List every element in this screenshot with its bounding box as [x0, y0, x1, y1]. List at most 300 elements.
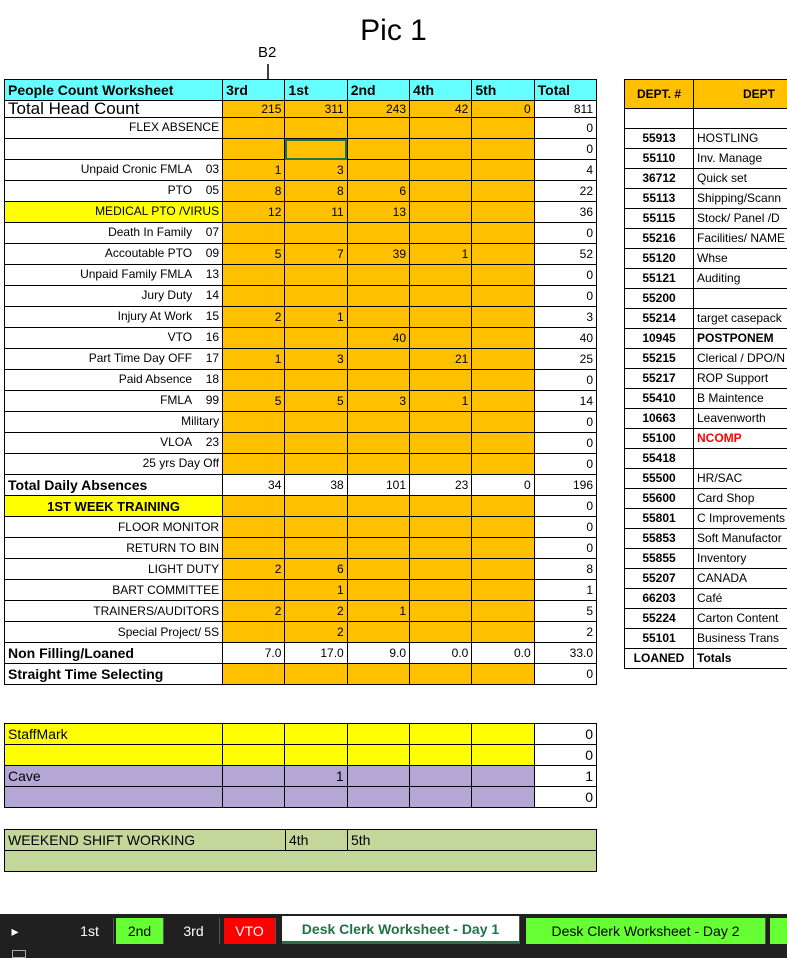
absence-cell[interactable]: 11	[285, 202, 347, 223]
dept-number-cell[interactable]: 55207	[625, 569, 694, 589]
agency-label[interactable]: StaffMark	[5, 724, 223, 745]
training-cell[interactable]: 0	[534, 517, 596, 538]
dept-number-cell[interactable]: 55110	[625, 149, 694, 169]
absence-cell[interactable]: 7	[285, 244, 347, 265]
absence-cell[interactable]	[223, 118, 285, 139]
agency-cell[interactable]	[410, 787, 472, 808]
absence-cell[interactable]: 0	[534, 223, 596, 244]
agency-cell[interactable]: 0	[534, 724, 596, 745]
dept-name-cell[interactable]	[694, 289, 787, 309]
total-daily-cell[interactable]: 101	[347, 475, 409, 496]
non-filling-cell[interactable]: 0.0	[472, 643, 534, 664]
absence-cell[interactable]: 36	[534, 202, 596, 223]
training-label[interactable]: LIGHT DUTY	[5, 559, 223, 580]
absence-cell[interactable]: 8	[223, 181, 285, 202]
dept-number-cell[interactable]: 55121	[625, 269, 694, 289]
dept-number-cell[interactable]	[625, 109, 694, 129]
training-cell[interactable]: 8	[534, 559, 596, 580]
absence-cell[interactable]	[410, 223, 472, 244]
training-label[interactable]: TRAINERS/AUDITORS	[5, 601, 223, 622]
absence-cell[interactable]	[472, 202, 534, 223]
dept-number-cell[interactable]: 55217	[625, 369, 694, 389]
absence-cell[interactable]	[223, 454, 285, 475]
absence-cell[interactable]: 0	[534, 433, 596, 454]
dept-number-cell[interactable]: 55215	[625, 349, 694, 369]
absence-cell[interactable]	[285, 370, 347, 391]
absence-cell[interactable]	[472, 160, 534, 181]
absence-cell[interactable]	[410, 118, 472, 139]
head-count-cell[interactable]: 0	[472, 101, 534, 118]
absence-cell[interactable]: 4	[534, 160, 596, 181]
dept-name-cell[interactable]: Totals	[694, 649, 787, 669]
dept-number-cell[interactable]: 55200	[625, 289, 694, 309]
absence-cell[interactable]	[285, 118, 347, 139]
absence-cell[interactable]: 0	[534, 286, 596, 307]
training-cell[interactable]: 2	[285, 622, 347, 643]
dept-name-cell[interactable]: Leavenworth	[694, 409, 787, 429]
absence-label-cell[interactable]	[5, 433, 223, 454]
agency-cell[interactable]	[223, 766, 285, 787]
absence-cell[interactable]	[472, 328, 534, 349]
total-daily-cell[interactable]: 23	[410, 475, 472, 496]
absence-label-cell[interactable]	[5, 391, 223, 412]
training-cell[interactable]	[472, 559, 534, 580]
weekend-row-blank[interactable]	[5, 851, 597, 872]
straight-time-cell[interactable]	[472, 664, 534, 685]
dept-name-cell[interactable]: HR/SAC	[694, 469, 787, 489]
dept-number-cell[interactable]: 55418	[625, 449, 694, 469]
training-cell[interactable]	[223, 622, 285, 643]
dept-number-cell[interactable]: 55120	[625, 249, 694, 269]
absence-cell[interactable]	[285, 223, 347, 244]
absence-cell[interactable]	[347, 454, 409, 475]
head-count-label[interactable]: Total Head Count	[5, 101, 223, 118]
agency-cell[interactable]: 1	[285, 766, 347, 787]
dept-name-header[interactable]: DEPT	[694, 80, 787, 109]
training-cell[interactable]: 5	[534, 601, 596, 622]
absence-cell[interactable]	[410, 307, 472, 328]
agency-cell[interactable]: 0	[534, 787, 596, 808]
absence-label-cell[interactable]	[5, 181, 223, 202]
absence-cell[interactable]	[410, 139, 472, 160]
total-daily-cell[interactable]: 34	[223, 475, 285, 496]
agency-cell[interactable]	[472, 745, 534, 766]
absence-cell[interactable]: 0	[534, 412, 596, 433]
dept-number-cell[interactable]: 55101	[625, 629, 694, 649]
dept-name-cell[interactable]: CANADA	[694, 569, 787, 589]
absence-cell[interactable]	[285, 265, 347, 286]
straight-time-cell[interactable]	[347, 664, 409, 685]
training-cell[interactable]	[410, 496, 472, 517]
non-filling-cell[interactable]: 0.0	[410, 643, 472, 664]
header-cell[interactable]: People Count Worksheet	[5, 80, 223, 101]
absence-cell[interactable]: 52	[534, 244, 596, 265]
training-cell[interactable]: 0	[534, 538, 596, 559]
absence-label-cell[interactable]	[5, 349, 223, 370]
training-cell[interactable]	[472, 517, 534, 538]
absence-cell[interactable]	[410, 202, 472, 223]
absence-cell[interactable]: 14	[534, 391, 596, 412]
agency-cell[interactable]	[347, 766, 409, 787]
absence-cell[interactable]	[472, 118, 534, 139]
absence-cell[interactable]	[472, 181, 534, 202]
absence-label-cell[interactable]	[5, 412, 223, 433]
dept-number-cell[interactable]: 55855	[625, 549, 694, 569]
training-cell[interactable]	[285, 517, 347, 538]
total-daily-cell[interactable]: 196	[534, 475, 596, 496]
training-cell[interactable]: 2	[534, 622, 596, 643]
absence-cell[interactable]: 1	[410, 391, 472, 412]
header-cell[interactable]: Total	[534, 80, 596, 101]
dept-name-cell[interactable]: Inventory	[694, 549, 787, 569]
agency-cell[interactable]	[347, 787, 409, 808]
absence-cell[interactable]: 3	[285, 349, 347, 370]
dept-name-cell[interactable]: Facilities/ NAME	[694, 229, 787, 249]
dept-number-cell[interactable]: 55115	[625, 209, 694, 229]
dept-number-cell[interactable]: 10663	[625, 409, 694, 429]
dept-name-cell[interactable]: Auditing	[694, 269, 787, 289]
absence-cell[interactable]	[347, 118, 409, 139]
non-filling-label[interactable]: Non Filling/Loaned	[5, 643, 223, 664]
absence-cell[interactable]	[410, 328, 472, 349]
absence-cell[interactable]	[223, 286, 285, 307]
absence-cell[interactable]	[223, 328, 285, 349]
dept-name-cell[interactable]: NCOMP	[694, 429, 787, 449]
straight-time-cell[interactable]	[410, 664, 472, 685]
absence-cell[interactable]	[223, 433, 285, 454]
total-daily-label[interactable]: Total Daily Absences	[5, 475, 223, 496]
dept-number-cell[interactable]: 55913	[625, 129, 694, 149]
agency-label[interactable]	[5, 787, 223, 808]
tab-next-sheet[interactable]	[770, 918, 787, 944]
absence-cell[interactable]: 8	[285, 181, 347, 202]
absence-cell[interactable]: 3	[347, 391, 409, 412]
absence-cell[interactable]	[285, 139, 347, 160]
dept-name-cell[interactable]: C Improvements	[694, 509, 787, 529]
dept-number-cell[interactable]: 55600	[625, 489, 694, 509]
agency-cell[interactable]	[472, 724, 534, 745]
absence-cell[interactable]: 0	[534, 139, 596, 160]
non-filling-cell[interactable]: 9.0	[347, 643, 409, 664]
absence-cell[interactable]	[472, 244, 534, 265]
tab-desk-clerk-day-1[interactable]: Desk Clerk Worksheet - Day 1	[282, 916, 520, 944]
dept-name-cell[interactable]: Carton Content	[694, 609, 787, 629]
absence-cell[interactable]: 0	[534, 118, 596, 139]
absence-cell[interactable]	[472, 391, 534, 412]
agency-cell[interactable]	[223, 745, 285, 766]
absence-cell[interactable]	[347, 433, 409, 454]
absence-cell[interactable]	[347, 265, 409, 286]
dept-number-cell[interactable]: 55500	[625, 469, 694, 489]
absence-cell[interactable]	[410, 160, 472, 181]
absence-cell[interactable]	[410, 433, 472, 454]
non-filling-cell[interactable]: 17.0	[285, 643, 347, 664]
absence-cell[interactable]: 22	[534, 181, 596, 202]
straight-time-cell[interactable]: 0	[534, 664, 596, 685]
agency-cell[interactable]	[347, 724, 409, 745]
training-cell[interactable]	[285, 538, 347, 559]
absence-cell[interactable]: 40	[347, 328, 409, 349]
dept-number-cell[interactable]: 55853	[625, 529, 694, 549]
absence-label-cell[interactable]	[5, 118, 223, 139]
agency-cell[interactable]: 0	[534, 745, 596, 766]
absence-label-cell[interactable]	[5, 160, 223, 181]
dept-name-cell[interactable]: Inv. Manage	[694, 149, 787, 169]
training-cell[interactable]: 2	[223, 601, 285, 622]
training-cell[interactable]	[472, 496, 534, 517]
absence-cell[interactable]	[285, 433, 347, 454]
absence-cell[interactable]: 0	[534, 265, 596, 286]
dept-name-cell[interactable]: Business Trans	[694, 629, 787, 649]
absence-label-cell[interactable]	[5, 139, 223, 160]
absence-cell[interactable]	[410, 265, 472, 286]
training-cell[interactable]	[472, 622, 534, 643]
dept-number-cell[interactable]: 55216	[625, 229, 694, 249]
absence-cell[interactable]	[472, 349, 534, 370]
tab-vto[interactable]: VTO	[224, 918, 276, 944]
training-cell[interactable]	[472, 580, 534, 601]
training-label[interactable]: Special Project/ 5S	[5, 622, 223, 643]
training-cell[interactable]	[285, 496, 347, 517]
dept-number-cell[interactable]: 55100	[625, 429, 694, 449]
dept-number-cell[interactable]: 55113	[625, 189, 694, 209]
training-cell[interactable]	[410, 580, 472, 601]
training-cell[interactable]	[347, 538, 409, 559]
absence-cell[interactable]: 1	[223, 160, 285, 181]
absence-cell[interactable]	[472, 286, 534, 307]
header-cell[interactable]: 5th	[472, 80, 534, 101]
training-label[interactable]: 1ST WEEK TRAINING	[5, 496, 223, 517]
straight-time-cell[interactable]	[285, 664, 347, 685]
absence-cell[interactable]: 3	[285, 160, 347, 181]
total-daily-cell[interactable]: 38	[285, 475, 347, 496]
training-cell[interactable]	[223, 538, 285, 559]
training-cell[interactable]	[223, 496, 285, 517]
training-cell[interactable]: 2	[285, 601, 347, 622]
agency-cell[interactable]	[472, 766, 534, 787]
total-daily-cell[interactable]: 0	[472, 475, 534, 496]
absence-cell[interactable]	[285, 412, 347, 433]
training-cell[interactable]	[410, 559, 472, 580]
training-cell[interactable]	[347, 559, 409, 580]
dept-name-cell[interactable]	[694, 109, 787, 129]
training-cell[interactable]	[347, 517, 409, 538]
agency-cell[interactable]	[285, 745, 347, 766]
dept-name-cell[interactable]: target casepack	[694, 309, 787, 329]
head-count-cell[interactable]: 243	[347, 101, 409, 118]
absence-label-cell[interactable]	[5, 286, 223, 307]
training-cell[interactable]	[347, 496, 409, 517]
absence-cell[interactable]: 2	[223, 307, 285, 328]
absence-cell[interactable]	[347, 307, 409, 328]
dept-name-cell[interactable]: Quick set	[694, 169, 787, 189]
training-cell[interactable]: 0	[534, 496, 596, 517]
absence-cell[interactable]: 5	[223, 244, 285, 265]
absence-label-cell[interactable]	[5, 244, 223, 265]
dept-number-cell[interactable]: 55410	[625, 389, 694, 409]
absence-cell[interactable]	[223, 370, 285, 391]
absence-cell[interactable]: 39	[347, 244, 409, 265]
dept-name-cell[interactable]: B Maintence	[694, 389, 787, 409]
dept-number-cell[interactable]: 10945	[625, 329, 694, 349]
dept-number-cell[interactable]: 36712	[625, 169, 694, 189]
absence-cell[interactable]	[223, 265, 285, 286]
agency-cell[interactable]: 1	[534, 766, 596, 787]
absence-cell[interactable]	[472, 412, 534, 433]
straight-time-cell[interactable]	[223, 664, 285, 685]
absence-cell[interactable]	[410, 454, 472, 475]
absence-cell[interactable]	[472, 454, 534, 475]
absence-cell[interactable]	[285, 286, 347, 307]
dept-name-cell[interactable]: ROP Support	[694, 369, 787, 389]
agency-cell[interactable]	[347, 745, 409, 766]
absence-cell[interactable]	[285, 328, 347, 349]
absence-label-cell[interactable]	[5, 202, 223, 223]
tab-3rd[interactable]: 3rd	[168, 918, 220, 944]
dept-name-cell[interactable]	[694, 449, 787, 469]
absence-cell[interactable]	[347, 139, 409, 160]
absence-cell[interactable]	[347, 286, 409, 307]
absence-cell[interactable]: 6	[347, 181, 409, 202]
training-label[interactable]: RETURN TO BIN	[5, 538, 223, 559]
dept-name-cell[interactable]: Stock/ Panel /D	[694, 209, 787, 229]
agency-cell[interactable]	[472, 787, 534, 808]
absence-label-cell[interactable]	[5, 370, 223, 391]
absence-cell[interactable]	[410, 286, 472, 307]
training-cell[interactable]: 1	[534, 580, 596, 601]
absence-cell[interactable]: 1	[223, 349, 285, 370]
absence-cell[interactable]	[347, 370, 409, 391]
dept-number-header[interactable]: DEPT. #	[625, 80, 694, 109]
head-count-cell[interactable]: 215	[223, 101, 285, 118]
dept-number-cell[interactable]: 55224	[625, 609, 694, 629]
dept-name-cell[interactable]: HOSTLING	[694, 129, 787, 149]
absence-label-cell[interactable]	[5, 223, 223, 244]
absence-cell[interactable]: 0	[534, 370, 596, 391]
agency-row	[5, 724, 597, 745]
absence-cell[interactable]: 13	[347, 202, 409, 223]
dept-name-cell[interactable]: Card Shop	[694, 489, 787, 509]
training-cell[interactable]	[223, 580, 285, 601]
training-cell[interactable]: 2	[223, 559, 285, 580]
head-count-cell[interactable]: 811	[534, 101, 596, 118]
agency-cell[interactable]	[410, 724, 472, 745]
head-count-cell[interactable]: 311	[285, 101, 347, 118]
absence-cell[interactable]	[410, 412, 472, 433]
absence-cell[interactable]: 40	[534, 328, 596, 349]
dept-name-cell[interactable]: Soft Manufactor	[694, 529, 787, 549]
absence-cell[interactable]: 3	[534, 307, 596, 328]
dept-name-cell[interactable]: Café	[694, 589, 787, 609]
training-cell[interactable]	[410, 517, 472, 538]
scroll-tabs-right-icon[interactable]: ▸	[11, 923, 19, 939]
agency-cell[interactable]	[410, 745, 472, 766]
absence-label-cell[interactable]	[5, 328, 223, 349]
absence-cell[interactable]	[347, 349, 409, 370]
agency-cell[interactable]	[223, 724, 285, 745]
weekend-table	[4, 829, 597, 872]
training-cell[interactable]	[472, 538, 534, 559]
head-count-cell[interactable]: 42	[410, 101, 472, 118]
tab-1st[interactable]: 1st	[66, 918, 114, 944]
training-cell[interactable]: 1	[285, 580, 347, 601]
agency-cell[interactable]	[285, 787, 347, 808]
header-cell[interactable]: 4th	[410, 80, 472, 101]
absence-cell[interactable]	[472, 433, 534, 454]
dept-number-cell[interactable]: 55214	[625, 309, 694, 329]
training-cell[interactable]	[410, 538, 472, 559]
training-cell[interactable]	[223, 517, 285, 538]
header-cell[interactable]: 2nd	[347, 80, 409, 101]
dept-name-cell[interactable]: Shipping/Scann	[694, 189, 787, 209]
absence-label-cell[interactable]	[5, 454, 223, 475]
absence-label-cell[interactable]	[5, 265, 223, 286]
absence-cell[interactable]	[472, 307, 534, 328]
agency-cell[interactable]	[410, 766, 472, 787]
dept-number-cell[interactable]: 66203	[625, 589, 694, 609]
training-label[interactable]: BART COMMITTEE	[5, 580, 223, 601]
training-label[interactable]: FLOOR MONITOR	[5, 517, 223, 538]
dept-name-cell[interactable]: Whse	[694, 249, 787, 269]
training-cell[interactable]	[347, 580, 409, 601]
header-cell[interactable]: 3rd	[223, 80, 285, 101]
absence-cell[interactable]	[347, 223, 409, 244]
absence-cell[interactable]: 12	[223, 202, 285, 223]
training-cell[interactable]	[472, 601, 534, 622]
absence-cell[interactable]	[410, 181, 472, 202]
training-cell[interactable]: 1	[347, 601, 409, 622]
training-cell[interactable]	[410, 601, 472, 622]
absence-cell[interactable]	[285, 454, 347, 475]
absence-cell[interactable]	[410, 370, 472, 391]
straight-time-label[interactable]: Straight Time Selecting	[5, 664, 223, 685]
tab-2nd[interactable]: 2nd	[116, 918, 164, 944]
absence-cell[interactable]	[223, 139, 285, 160]
non-filling-cell[interactable]: 7.0	[223, 643, 285, 664]
absence-cell[interactable]	[472, 370, 534, 391]
absence-cell[interactable]	[347, 412, 409, 433]
absence-cell[interactable]: 21	[410, 349, 472, 370]
non-filling-cell[interactable]: 33.0	[534, 643, 596, 664]
dept-name-cell[interactable]: Clerical / DPO/N	[694, 349, 787, 369]
agency-cell[interactable]	[285, 724, 347, 745]
training-cell[interactable]	[410, 622, 472, 643]
absence-cell[interactable]: 25	[534, 349, 596, 370]
absence-cell[interactable]: 5	[285, 391, 347, 412]
absence-cell[interactable]	[472, 265, 534, 286]
absence-cell[interactable]	[223, 412, 285, 433]
dept-number-cell[interactable]: LOANED	[625, 649, 694, 669]
dept-number-cell[interactable]: 55801	[625, 509, 694, 529]
agency-cell[interactable]	[223, 787, 285, 808]
absence-cell[interactable]	[472, 223, 534, 244]
training-cell[interactable]: 6	[285, 559, 347, 580]
absence-cell[interactable]	[223, 223, 285, 244]
absence-cell[interactable]	[347, 160, 409, 181]
dept-name-cell[interactable]: POSTPONEM	[694, 329, 787, 349]
absence-cell[interactable]: 1	[410, 244, 472, 265]
training-cell[interactable]	[347, 622, 409, 643]
agency-label[interactable]: Cave	[5, 766, 223, 787]
absence-cell[interactable]: 1	[285, 307, 347, 328]
absence-label-cell[interactable]	[5, 307, 223, 328]
absence-cell[interactable]: 0	[534, 454, 596, 475]
tab-desk-clerk-day-2[interactable]: Desk Clerk Worksheet - Day 2	[526, 918, 766, 944]
header-cell[interactable]: 1st	[285, 80, 347, 101]
absence-cell[interactable]: 5	[223, 391, 285, 412]
absence-cell[interactable]	[472, 139, 534, 160]
agency-label[interactable]	[5, 745, 223, 766]
